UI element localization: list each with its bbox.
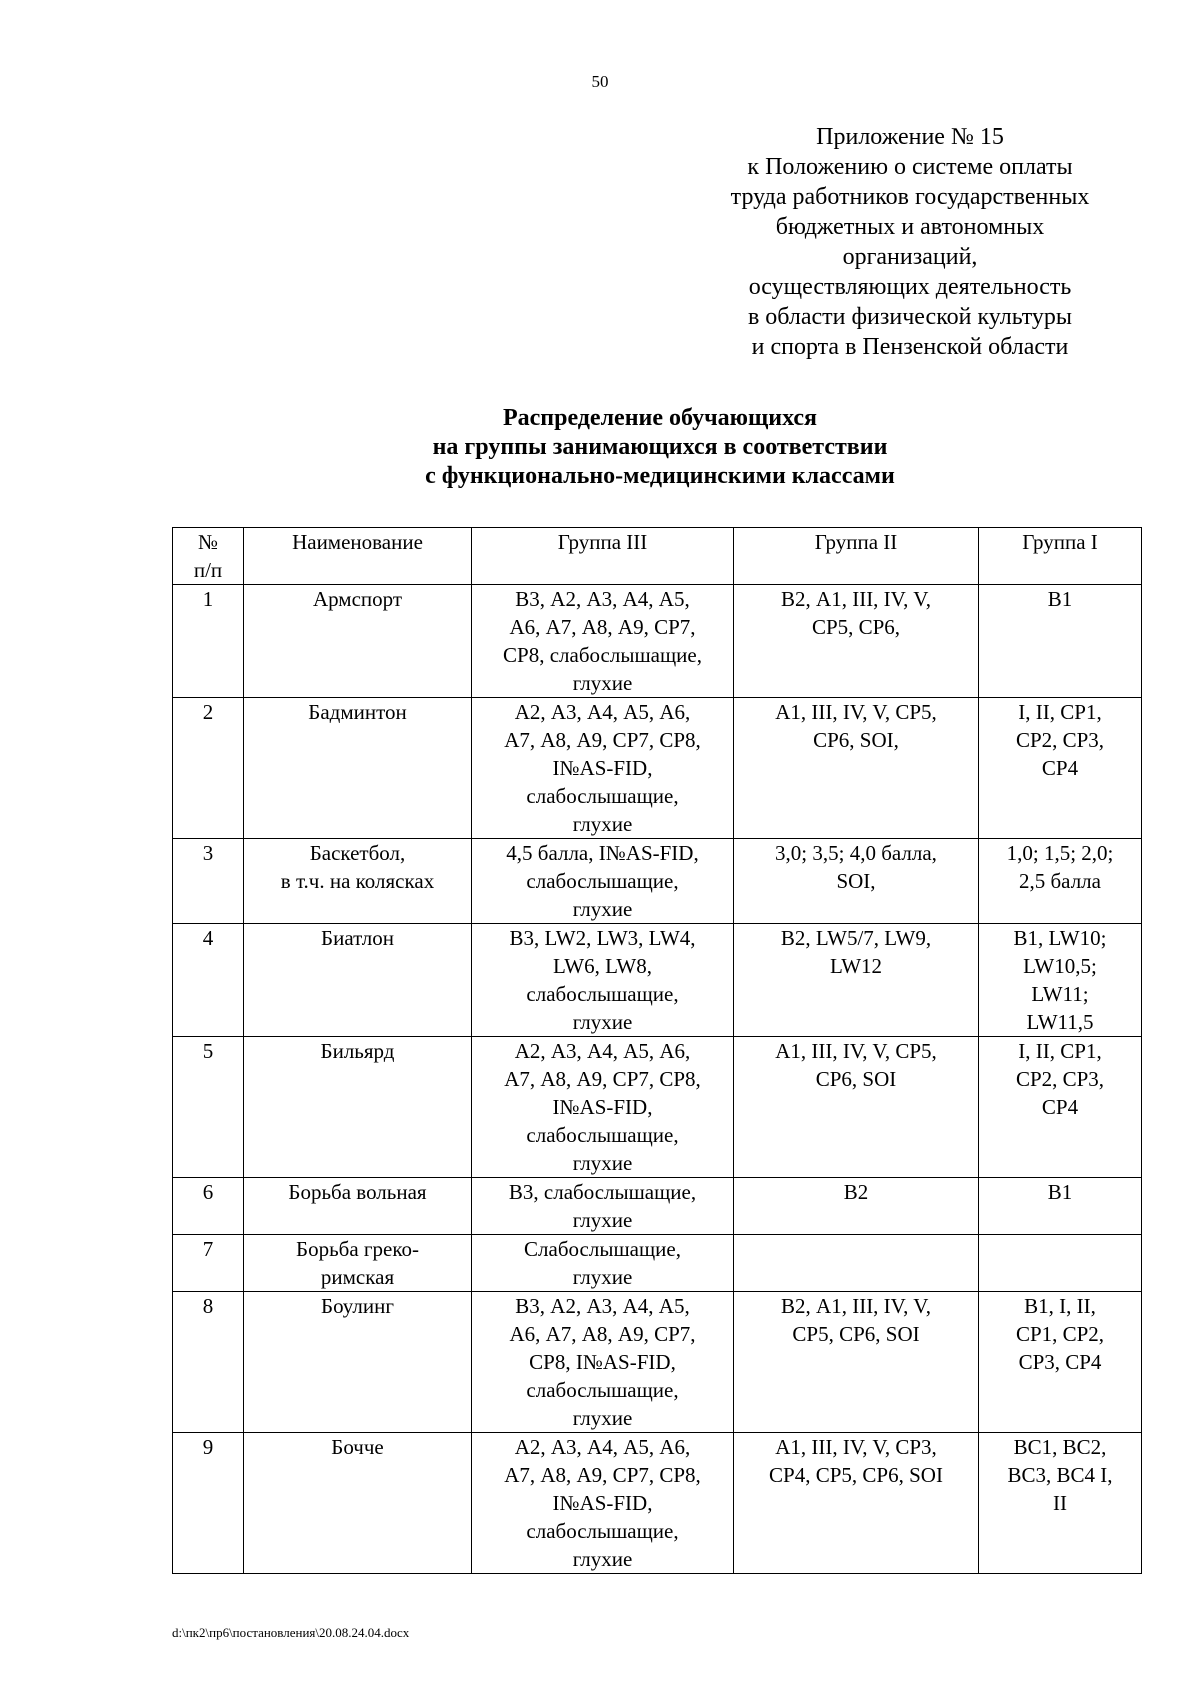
cell-group-2 — [734, 1178, 979, 1235]
cell-text: 3 — [202, 841, 214, 865]
cell-group-3 — [472, 1037, 734, 1178]
header-text: п/п — [193, 558, 223, 582]
header-group-3 — [472, 528, 734, 585]
cell-group-2 — [734, 698, 979, 839]
cell-text: 4,5 балла, I№AS-FID, — [506, 841, 699, 865]
cell-group-3 — [472, 1178, 734, 1235]
cell-text: I№AS-FID, — [552, 756, 653, 780]
cell-text: слабослышащие, — [526, 869, 679, 893]
cell-text: глухие — [572, 812, 633, 836]
cell-text: В3, А2, А3, А4, А5, — [515, 587, 690, 611]
cell-text: В3, А2, А3, А4, А5, — [515, 1294, 690, 1318]
cell-text: В1 — [1047, 587, 1073, 611]
cell-text: В2, А1, III, IV, V, — [781, 587, 931, 611]
cell-text: Бильярд — [320, 1039, 395, 1063]
appendix-line: Приложение № 15 — [816, 124, 1004, 150]
title-line: с функционально-медицинскими классами — [425, 463, 895, 489]
table-row — [173, 1235, 1142, 1292]
cell-text: В3, LW2, LW3, LW4, — [509, 926, 696, 950]
cell-group-2 — [734, 1292, 979, 1433]
cell-group-1 — [979, 1178, 1142, 1235]
cell-name — [244, 1178, 472, 1235]
cell-text: глухие — [572, 671, 633, 695]
cell-group-3 — [472, 924, 734, 1037]
cell-text: слабослышащие, — [526, 1519, 679, 1543]
document-title — [320, 404, 1000, 491]
cell-group-1 — [979, 839, 1142, 924]
header-name — [244, 528, 472, 585]
table-row — [173, 1292, 1142, 1433]
header-text: Группа II — [814, 530, 898, 554]
cell-group-1 — [979, 1235, 1142, 1292]
cell-text: В2 — [843, 1180, 869, 1204]
cell-text: глухие — [572, 897, 633, 921]
cell-text: А2, А3, А4, А5, А6, — [514, 700, 691, 724]
cell-text: LW10,5; — [1023, 954, 1097, 978]
cell-text: А7, А8, А9, СР7, СР8, — [504, 728, 701, 752]
table-row — [173, 698, 1142, 839]
cell-group-1 — [979, 1292, 1142, 1433]
header-number — [173, 528, 244, 585]
title-line: на группы занимающихся в соответствии — [432, 434, 888, 460]
cell-text: СР1, СР2, — [1015, 1322, 1105, 1346]
cell-text: в т.ч. на колясках — [280, 869, 435, 893]
cell-text: СР6, SOI — [815, 1067, 897, 1091]
cell-text: I№AS-FID, — [552, 1095, 653, 1119]
header-row — [173, 528, 1142, 585]
appendix-line: в области физической культуры — [747, 304, 1073, 330]
cell-group-2 — [734, 1235, 979, 1292]
cell-group-1 — [979, 585, 1142, 698]
cell-text: глухие — [572, 1010, 633, 1034]
cell-text: 4 — [202, 926, 214, 950]
cell-group-1 — [979, 1037, 1142, 1178]
cell-text: А2, А3, А4, А5, А6, — [514, 1435, 691, 1459]
page-number: 50 — [591, 72, 609, 91]
cell-text: А1, III, IV, V, СР5, — [775, 1039, 937, 1063]
cell-text: А6, А7, А8, А9, СР7, — [509, 615, 696, 639]
cell-text: 2 — [202, 700, 214, 724]
header-text: Группа I — [1022, 530, 1098, 554]
cell-text: LW11; — [1031, 982, 1089, 1006]
cell-text: В1, I, II, — [1024, 1294, 1096, 1318]
cell-text: 2,5 балла — [1019, 869, 1101, 893]
cell-text: СР8, слабослышащие, — [503, 643, 702, 667]
cell-group-2 — [734, 1433, 979, 1574]
table-body — [173, 585, 1142, 1574]
cell-number — [173, 839, 244, 924]
cell-text: слабослышащие, — [526, 784, 679, 808]
cell-group-1 — [979, 698, 1142, 839]
cell-text: А1, III, IV, V, СР3, — [775, 1435, 937, 1459]
cell-text: Биатлон — [321, 926, 394, 950]
cell-name — [244, 585, 472, 698]
cell-group-2 — [734, 839, 979, 924]
cell-text: глухие — [572, 1151, 633, 1175]
cell-text: СР5, СР6, SOI — [792, 1322, 920, 1346]
appendix-line: бюджетных и автономных — [775, 214, 1045, 240]
cell-text: Армспорт — [312, 587, 403, 611]
cell-text: СР5, СР6, — [811, 615, 901, 639]
cell-group-3 — [472, 698, 734, 839]
header-text: Наименование — [292, 530, 423, 554]
cell-text: Баскетбол, — [309, 841, 406, 865]
cell-text: SOI, — [836, 869, 876, 893]
cell-name — [244, 1433, 472, 1574]
table-row — [173, 585, 1142, 698]
cell-number — [173, 698, 244, 839]
cell-number — [173, 1433, 244, 1574]
table-row — [173, 1178, 1142, 1235]
cell-name — [244, 1037, 472, 1178]
cell-name — [244, 698, 472, 839]
cell-text: СР4, СР5, СР6, SOI — [769, 1463, 943, 1487]
cell-group-2 — [734, 585, 979, 698]
cell-text: 9 — [202, 1435, 214, 1459]
cell-number — [173, 1178, 244, 1235]
cell-text: Борьба вольная — [288, 1180, 427, 1204]
cell-group-3 — [472, 1235, 734, 1292]
cell-number — [173, 1037, 244, 1178]
cell-number — [173, 585, 244, 698]
cell-text: СР2, СР3, — [1015, 728, 1105, 752]
cell-text: Бадминтон — [308, 700, 407, 724]
cell-text: 7 — [202, 1237, 214, 1261]
table-row — [173, 1037, 1142, 1178]
cell-name — [244, 1292, 472, 1433]
cell-name — [244, 924, 472, 1037]
appendix-line: и спорта в Пензенской области — [751, 334, 1069, 360]
cell-text: I, II, СР1, — [1018, 700, 1102, 724]
cell-text: I, II, СР1, — [1018, 1039, 1102, 1063]
cell-text: 5 — [202, 1039, 214, 1063]
cell-text: СР4 — [1041, 1095, 1079, 1119]
cell-text: В1 — [1047, 1180, 1073, 1204]
appendix-line: труда работников государственных — [730, 184, 1090, 210]
cell-text: СР6, SOI, — [813, 728, 899, 752]
table-row — [173, 924, 1142, 1037]
cell-text: А6, А7, А8, А9, СР7, — [509, 1322, 696, 1346]
table-row — [173, 1433, 1142, 1574]
cell-name — [244, 1235, 472, 1292]
cell-group-1 — [979, 1433, 1142, 1574]
cell-group-3 — [472, 1433, 734, 1574]
cell-number — [173, 1292, 244, 1433]
cell-text: глухие — [572, 1265, 633, 1289]
cell-group-1 — [979, 924, 1142, 1037]
cell-text: СР4 — [1041, 756, 1079, 780]
distribution-table — [172, 527, 1142, 1574]
cell-text: LW6, LW8, — [553, 954, 652, 978]
cell-name — [244, 839, 472, 924]
cell-text: Боулинг — [321, 1294, 394, 1318]
cell-number — [173, 924, 244, 1037]
cell-text: II — [1053, 1491, 1067, 1515]
cell-text: глухие — [572, 1406, 633, 1430]
cell-text: LW11,5 — [1026, 1010, 1094, 1034]
cell-text: I№AS-FID, — [552, 1491, 653, 1515]
cell-text: А7, А8, А9, СР7, СР8, — [504, 1067, 701, 1091]
appendix-line: осуществляющих деятельность — [748, 274, 1072, 300]
cell-text: СР8, I№AS-FID, — [529, 1350, 676, 1374]
cell-text: 6 — [202, 1180, 214, 1204]
cell-text: 3,0; 3,5; 4,0 балла, — [775, 841, 937, 865]
cell-group-3 — [472, 839, 734, 924]
header-group-2 — [734, 528, 979, 585]
cell-number — [173, 1235, 244, 1292]
cell-text: СР2, СР3, — [1015, 1067, 1105, 1091]
cell-text: ВС3, ВС4 I, — [1007, 1463, 1113, 1487]
title-line: Распределение обучающихся — [502, 405, 818, 431]
cell-text: ВС1, ВС2, — [1013, 1435, 1107, 1459]
table-row — [173, 839, 1142, 924]
cell-text: LW12 — [829, 954, 883, 978]
cell-text: Слабослышащие, — [524, 1237, 681, 1261]
cell-group-3 — [472, 585, 734, 698]
cell-text: слабослышащие, — [526, 982, 679, 1006]
appendix-header — [690, 122, 1130, 362]
cell-text: А7, А8, А9, СР7, СР8, — [504, 1463, 701, 1487]
cell-text: 1,0; 1,5; 2,0; — [1006, 841, 1114, 865]
cell-text: В1, LW10; — [1013, 926, 1107, 950]
cell-group-2 — [734, 1037, 979, 1178]
cell-text: В2, А1, III, IV, V, — [781, 1294, 931, 1318]
cell-text: римская — [320, 1265, 395, 1289]
cell-text: А2, А3, А4, А5, А6, — [514, 1039, 691, 1063]
header-text: Группа III — [557, 530, 648, 554]
header-text: № — [197, 530, 219, 554]
cell-text: В3, слабослышащие, — [508, 1180, 697, 1204]
cell-text: слабослышащие, — [526, 1378, 679, 1402]
table-header — [173, 528, 1142, 585]
file-path-footer: d:\пк2\пр6\постановления\20.08.24.04.docx — [172, 1625, 410, 1640]
cell-text: 1 — [202, 587, 214, 611]
appendix-line: организаций, — [842, 244, 978, 270]
cell-text: Бочче — [331, 1435, 384, 1459]
header-group-1 — [979, 528, 1142, 585]
cell-text: 8 — [202, 1294, 214, 1318]
cell-text: Борьба греко- — [296, 1237, 419, 1261]
cell-text: А1, III, IV, V, СР5, — [775, 700, 937, 724]
cell-text: глухие — [572, 1547, 633, 1571]
cell-text: В2, LW5/7, LW9, — [780, 926, 932, 950]
cell-group-2 — [734, 924, 979, 1037]
cell-text: слабослышащие, — [526, 1123, 679, 1147]
appendix-line: к Положению о системе оплаты — [747, 154, 1073, 180]
cell-text: СР3, СР4 — [1018, 1350, 1102, 1374]
cell-text: глухие — [572, 1208, 633, 1232]
cell-group-3 — [472, 1292, 734, 1433]
